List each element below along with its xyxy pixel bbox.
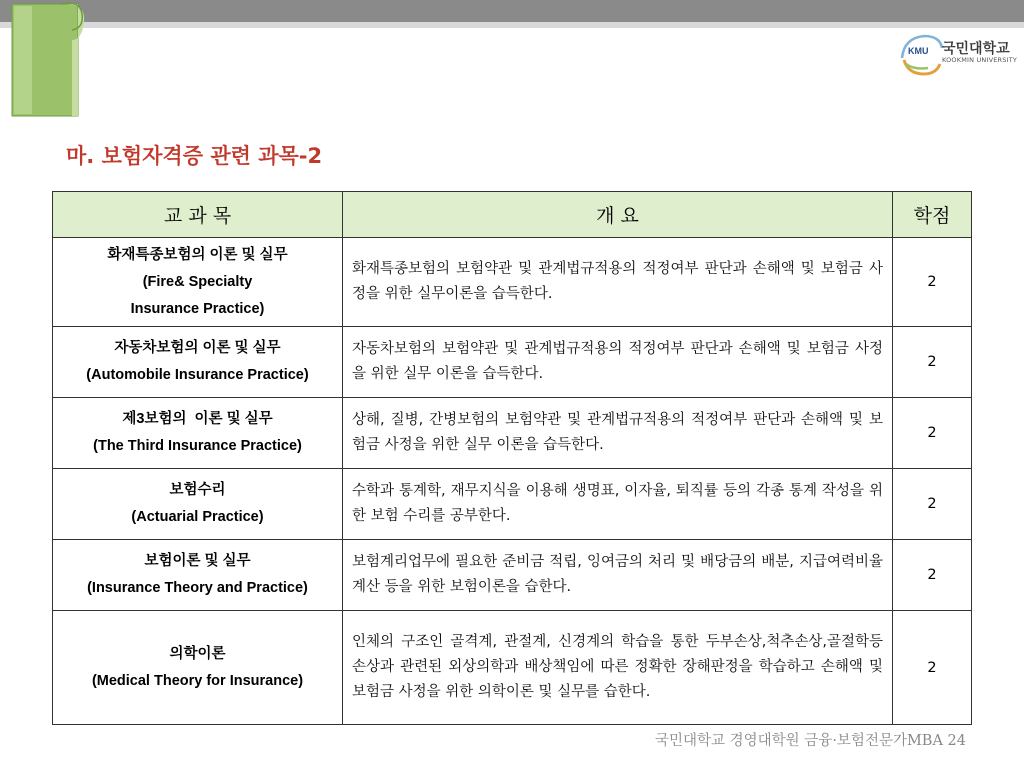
subject-english: (The Third Insurance Practice) [93, 438, 302, 454]
subject-english: Insurance Practice) [130, 300, 265, 317]
subject-cell [53, 398, 343, 469]
footer-text: 국민대학교 경영대학원 금융·보험전문가MBA 24 [655, 733, 966, 749]
subject-korean: 의학이론 [169, 645, 226, 662]
summary-cell: 인체의 구조인 골격계, 관절계, 신경계의 학습을 통한 두부손상,척추손상,골절학등 손상과 관련된 외상의학과 배상책임에 따른 정확한 장해판정을 학습하고 손해액 및 보험금 사정을 위한 의학이론 및 실무를 습한다. [343, 611, 893, 725]
subject-english: (Automobile Insurance Practice) [86, 367, 309, 383]
credits-cell: 2 [893, 327, 972, 398]
credits-cell: 2 [893, 611, 972, 725]
summary-cell: 수학과 통계학, 재무지식을 이용해 생명표, 이자율, 퇴직률 등의 각종 통계 작성을 위한 보험 수리를 공부한다. [343, 469, 893, 540]
subject-cell [53, 540, 343, 611]
subject-english: (Fire& Specialty [142, 273, 253, 290]
logo-mark: KMU [908, 46, 929, 56]
header-subject: 교 과 목 [53, 192, 343, 238]
summary-cell: 화재특종보험의 보험약관 및 관계법규적용의 적정여부 판단과 손해액 및 보험금 사정을 위한 실무이론을 습득한다. [343, 238, 893, 327]
credits-cell: 2 [893, 238, 972, 327]
rolled-scroll-icon [10, 0, 86, 118]
summary-cell: 상해, 질병, 간병보험의 보험약관 및 관계법규적용의 적정여부 판단과 손해액 및 보험금 사정을 위한 실무 이론을 습득한다. [343, 398, 893, 469]
subject-english: (Medical Theory for Insurance) [91, 672, 304, 689]
table-row [53, 469, 972, 540]
table-header-row [53, 192, 972, 238]
summary-cell: 자동차보험의 보험약관 및 관계법규적용의 적정여부 판단과 손해액 및 보험금 사정을 위한 실무 이론을 습득한다. [343, 327, 893, 398]
subject-cell [53, 238, 343, 327]
subject-cell [53, 611, 343, 725]
subject-korean: 제3보험의 이론 및 실무 [122, 411, 273, 427]
logo-name: 국민대학교 [942, 41, 1010, 57]
top-bar [0, 0, 1024, 22]
subject-korean: 자동차보험의 이론 및 실무 [114, 340, 281, 356]
credits-cell: 2 [893, 540, 972, 611]
subject-korean: 화재특종보험의 이론 및 실무 [107, 246, 288, 263]
subject-cell [53, 469, 343, 540]
subject-english: (Insurance Theory and Practice) [87, 580, 308, 596]
page-title: 마. 보험자격증 관련 과목-2 [66, 144, 323, 168]
table-row [53, 540, 972, 611]
subject-korean: 보험이론 및 실무 [144, 553, 251, 569]
subject-korean: 보험수리 [169, 482, 226, 498]
logo-subtitle: KOOKMIN UNIVERSITY [942, 56, 1018, 64]
top-bar-shadow [0, 22, 1024, 28]
subject-english: (Actuarial Practice) [131, 509, 264, 525]
table-row [53, 327, 972, 398]
course-table [52, 191, 972, 725]
header-credits: 학점 [893, 192, 972, 238]
summary-cell: 보험계리업무에 필요한 준비금 적립, 잉여금의 처리 및 배당금의 배분, 지급여력비율 계산 등을 위한 보험이론을 습한다. [343, 540, 893, 611]
table-row [53, 611, 972, 725]
subject-cell [53, 327, 343, 398]
table-row [53, 398, 972, 469]
table-row [53, 238, 972, 327]
credits-cell: 2 [893, 398, 972, 469]
credits-cell: 2 [893, 469, 972, 540]
header-summary: 개 요 [343, 192, 893, 238]
